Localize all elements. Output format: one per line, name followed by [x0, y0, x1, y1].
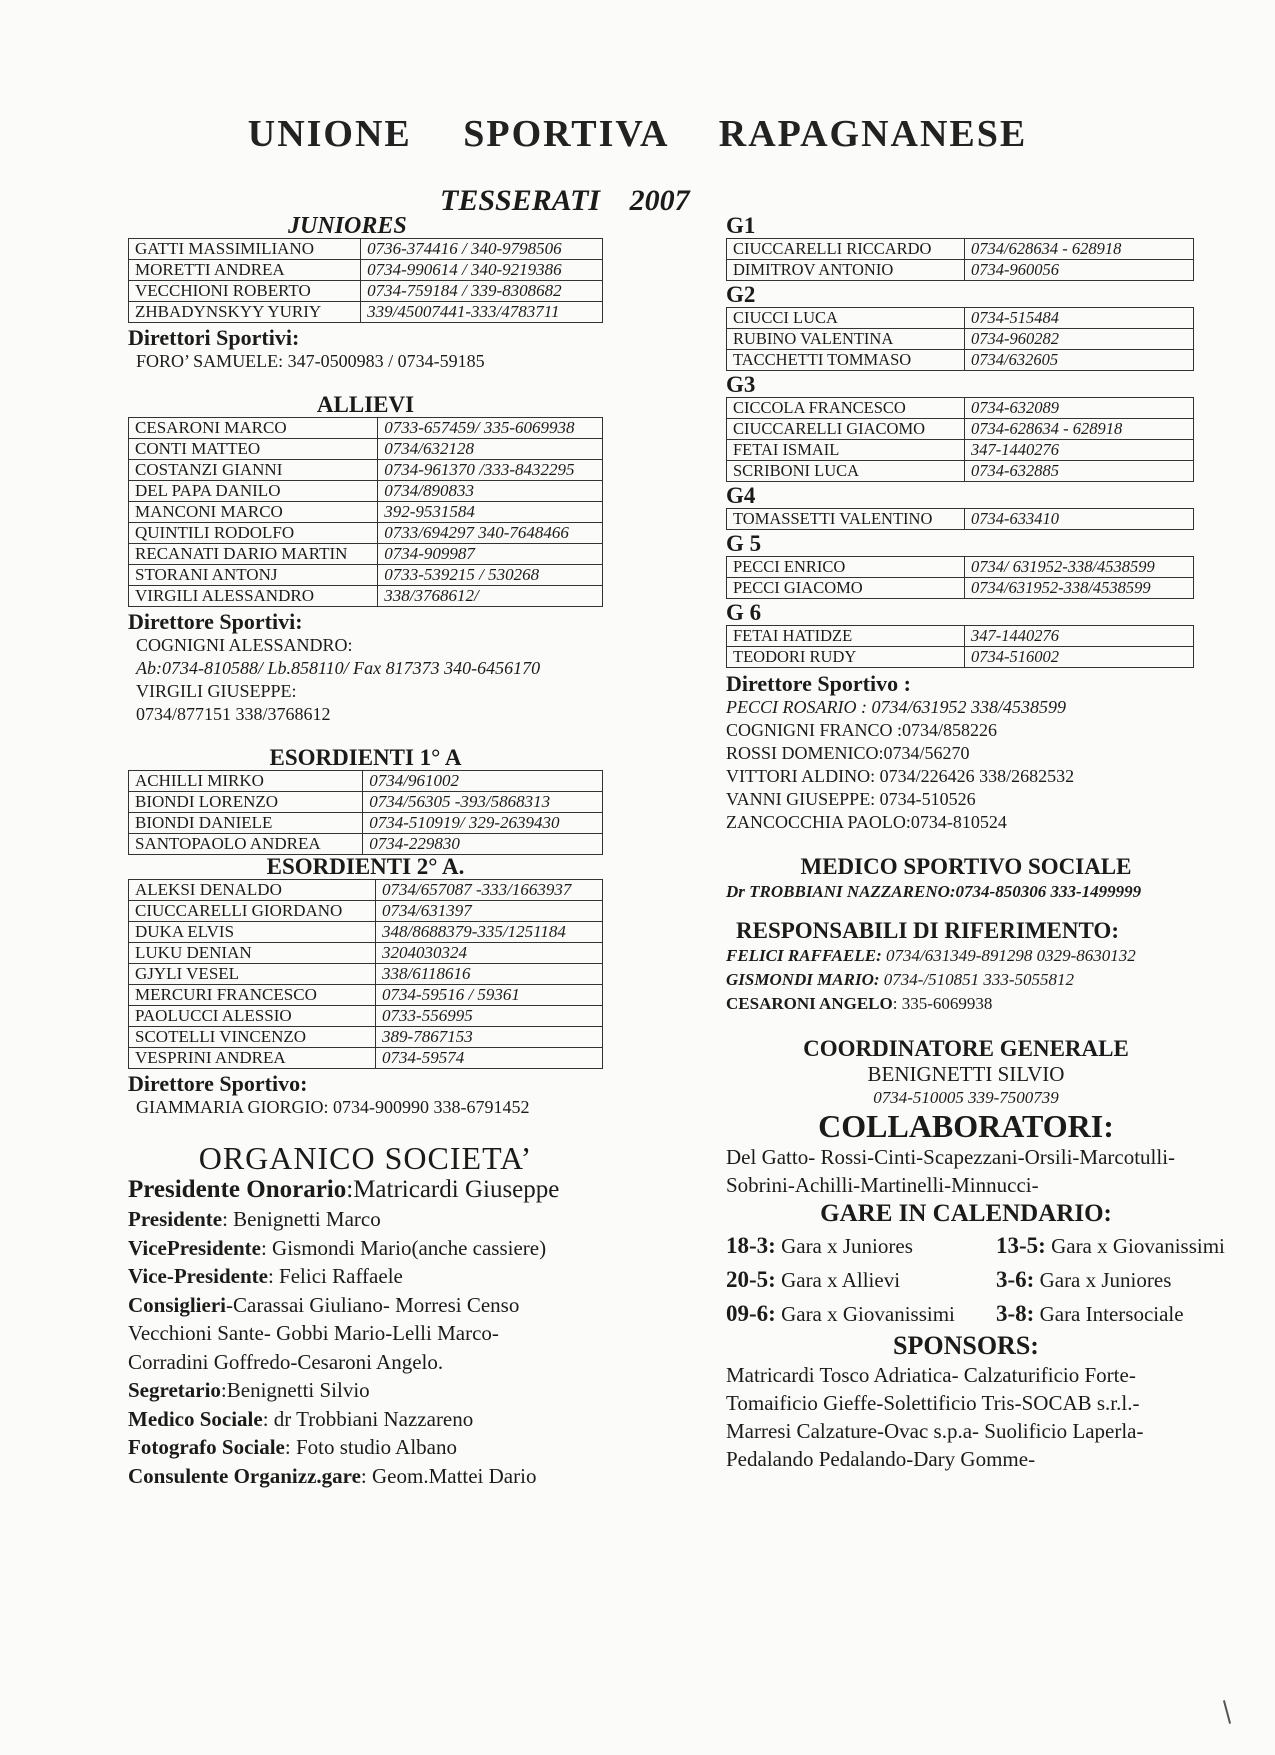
player-name: VESPRINI ANDREA	[129, 1048, 376, 1069]
gara-date: 3-6:	[996, 1267, 1035, 1292]
table-row	[129, 523, 603, 544]
player-name: CIUCCARELLI GIORDANO	[129, 901, 376, 922]
player-phone: 392-9531584	[378, 502, 603, 523]
allievi-director-label: Direttore Sportivi:	[128, 609, 303, 634]
player-phone: 0733-539215 / 530268	[378, 565, 603, 586]
scan-mark	[1223, 1700, 1231, 1724]
player-phone: 0734/631952-338/4538599	[965, 578, 1194, 599]
table-row	[129, 985, 603, 1006]
player-name: GATTI MASSIMILIANO	[129, 239, 361, 260]
right-director-line-4: VITTORI ALDINO: 0734/226426 338/2682532	[726, 766, 1075, 786]
responsabile-1: FELICI RAFFAELE: 0734/631349-891298 0329-8630132	[726, 946, 1136, 965]
player-name: VIRGILI ALESSANDRO	[129, 586, 378, 607]
player-phone: 0734-515484	[965, 308, 1194, 329]
player-name: MORETTI ANDREA	[129, 260, 361, 281]
player-name: STORANI ANTONJ	[129, 565, 378, 586]
right-column	[726, 213, 1225, 1473]
player-name: QUINTILI RODOLFO	[129, 523, 378, 544]
right-director-line-5: VANNI GIUSEPPE: 0734-510526	[726, 789, 976, 809]
player-name: ALEKSI DENALDO	[129, 880, 376, 901]
player-phone: 0734-759184 / 339-8308682	[361, 281, 603, 302]
gara-desc: Gara x Juniores	[1034, 1268, 1172, 1292]
table-row	[129, 1027, 603, 1048]
coordinatore-title: COORDINATORE GENERALE	[803, 1036, 1129, 1061]
group-table	[726, 307, 1194, 371]
player-phone: 0734/ 631952-338/4538599	[965, 557, 1194, 578]
player-name: ACHILLI MIRKO	[129, 771, 363, 792]
table-row	[727, 419, 1194, 440]
table-row	[727, 557, 1194, 578]
player-name: LUKU DENIAN	[129, 943, 376, 964]
group-title: G3	[726, 372, 756, 397]
coordinatore-name: BENIGNETTI SILVIO	[867, 1062, 1065, 1086]
player-phone: 0734/56305 -393/5868313	[363, 792, 603, 813]
organico-title: ORGANICO SOCIETA’	[198, 1140, 533, 1176]
table-row	[129, 460, 603, 481]
right-director-label: Direttore Sportivo :	[726, 671, 911, 696]
table-row	[727, 239, 1194, 260]
table-row	[727, 260, 1194, 281]
table-row	[129, 1006, 603, 1027]
right-director-line-3: ROSSI DOMENICO:0734/56270	[726, 743, 970, 763]
player-phone: 0734/632128	[378, 439, 603, 460]
right-director-line-1: PECCI ROSARIO : 0734/631952 338/4538599	[726, 697, 1066, 717]
medico-sociale: Medico Sociale: dr Trobbiani Nazzareno	[128, 1406, 474, 1431]
gara-desc: Gara x Allievi	[775, 1268, 901, 1292]
player-name: ZHBADYNSKYY YURIY	[129, 302, 361, 323]
table-row	[129, 502, 603, 523]
player-phone: 0734-59516 / 59361	[376, 985, 603, 1006]
table-row	[727, 329, 1194, 350]
table-row	[129, 302, 603, 323]
player-phone: 0734-510919/ 329-2639430	[363, 813, 603, 834]
table-row	[727, 578, 1194, 599]
consiglieri: Consiglieri-Carassai Giuliano- Morresi Censo	[128, 1292, 520, 1317]
player-name: SANTOPAOLO ANDREA	[129, 834, 363, 855]
text-line: Tomaificio Gieffe-Solettificio Tris-SOCAB s.r.l.-	[726, 1391, 1140, 1415]
table-row	[129, 880, 603, 901]
esordienti2-table	[128, 879, 603, 1069]
collaboratori-title: COLLABORATORI:	[818, 1108, 1114, 1144]
gara-item	[726, 1229, 996, 1263]
presidente: Presidente: Benignetti Marco	[128, 1207, 381, 1231]
gara-date: 09-6:	[726, 1301, 776, 1326]
table-row	[727, 647, 1194, 668]
player-phone: 339/45007441-333/4783711	[361, 302, 603, 323]
gara-date: 18-3:	[726, 1233, 776, 1258]
responsabili-title: RESPONSABILI DI RIFERIMENTO:	[736, 918, 1119, 943]
medico-line: Dr TROBBIANI NAZZARENO:0734-850306 333-1499999	[726, 882, 1142, 901]
sponsors-title: SPONSORS:	[893, 1331, 1039, 1360]
juniores-director-lines	[128, 350, 648, 373]
right-director-line-6: ZANCOCCHIA PAOLO:0734-810524	[726, 812, 1007, 832]
player-phone: 0734-516002	[965, 647, 1194, 668]
table-row	[129, 586, 603, 607]
gara-item	[996, 1297, 1236, 1331]
sponsors-lines	[726, 1361, 1206, 1473]
player-name: CICCOLA FRANCESCO	[727, 398, 965, 419]
player-phone: 0734-628634 - 628918	[965, 419, 1194, 440]
table-row	[727, 440, 1194, 461]
player-phone: 3204030324	[376, 943, 603, 964]
text-line: GIAMMARIA GIORGIO: 0734-900990 338-6791452	[136, 1097, 530, 1117]
esordienti2-title: ESORDIENTI 2° A.	[266, 854, 465, 879]
player-phone: 0733-657459/ 335-6069938	[378, 418, 603, 439]
table-row	[727, 509, 1194, 530]
player-phone: 0734/631397	[376, 901, 603, 922]
table-row	[129, 922, 603, 943]
gara-date: 20-5:	[726, 1267, 776, 1292]
player-name: PAOLUCCI ALESSIO	[129, 1006, 376, 1027]
allievi-table	[128, 417, 603, 607]
player-name: COSTANZI GIANNI	[129, 460, 378, 481]
group-table	[726, 625, 1194, 668]
medico-title: MEDICO SPORTIVO SOCIALE	[800, 854, 1132, 879]
left-column	[128, 214, 648, 1490]
player-name: PECCI GIACOMO	[727, 578, 965, 599]
player-name: BIONDI DANIELE	[129, 813, 363, 834]
table-row	[129, 901, 603, 922]
player-name: CONTI MATTEO	[129, 439, 378, 460]
gara-desc: Gara x Juniores	[775, 1234, 913, 1258]
vice-presidente-1: VicePresidente: Gismondi Mario(anche cassiere)	[128, 1235, 547, 1260]
gara-desc: Gara x Giovanissimi	[775, 1302, 955, 1326]
group-table	[726, 556, 1194, 599]
gara-date: 13-5:	[996, 1233, 1046, 1258]
player-name: CIUCCI LUCA	[727, 308, 965, 329]
table-row	[727, 350, 1194, 371]
table-row	[727, 308, 1194, 329]
juniores-title: JUNIORES	[288, 213, 407, 239]
page-subtitle: TESSERATI 2007	[440, 184, 690, 217]
group-title: G 5	[726, 531, 762, 556]
table-row	[727, 626, 1194, 647]
groups-container	[726, 214, 1206, 668]
table-row	[727, 398, 1194, 419]
player-phone: 338/6118616	[376, 964, 603, 985]
esordienti2-director-label: Direttore Sportivo:	[128, 1071, 308, 1096]
allievi-director-line-2: Ab:0734-810588/ Lb.858110/ Fax 817373 340-6456170	[136, 658, 541, 678]
group-title: G4	[726, 483, 756, 508]
group-title: G 6	[726, 600, 762, 625]
responsabile-3: CESARONI ANGELO: 335-6069938	[726, 994, 993, 1013]
table-row	[129, 1048, 603, 1069]
player-phone: 0734-909987	[378, 544, 603, 565]
consiglieri-line-2: Vecchioni Sante- Gobbi Mario-Lelli Marco-	[128, 1321, 499, 1345]
player-phone: 0734/632605	[965, 350, 1194, 371]
player-name: TOMASSETTI VALENTINO	[727, 509, 965, 530]
right-director-line-2: COGNIGNI FRANCO :0734/858226	[726, 720, 998, 740]
player-name: SCRIBONI LUCA	[727, 461, 965, 482]
player-name: DEL PAPA DANILO	[129, 481, 378, 502]
table-row	[129, 834, 603, 855]
player-phone: 0733/694297 340-7648466	[378, 523, 603, 544]
coordinatore-phone: 0734-510005 339-7500739	[873, 1088, 1059, 1107]
player-name: GJYLI VESEL	[129, 964, 376, 985]
page-title: UNIONE SPORTIVA RAPAGNANESE	[247, 113, 1028, 155]
table-row	[129, 439, 603, 460]
consiglieri-line-3: Corradini Goffredo-Cesaroni Angelo.	[128, 1349, 444, 1374]
table-row	[129, 771, 603, 792]
table-row	[129, 544, 603, 565]
player-name: RECANATI DARIO MARTIN	[129, 544, 378, 565]
player-name: DIMITROV ANTONIO	[727, 260, 965, 281]
player-name: RUBINO VALENTINA	[727, 329, 965, 350]
player-phone: 0736-374416 / 340-9798506	[361, 239, 603, 260]
player-phone: 0734-633410	[965, 509, 1194, 530]
table-row	[129, 565, 603, 586]
table-row	[129, 239, 603, 260]
esordienti2-director-lines	[128, 1096, 648, 1119]
player-name: CIUCCARELLI GIACOMO	[727, 419, 965, 440]
player-name: PECCI ENRICO	[727, 557, 965, 578]
player-phone: 347-1440276	[965, 626, 1194, 647]
esordienti1-title: ESORDIENTI 1° A	[269, 745, 462, 770]
player-phone: 0734/657087 -333/1663937	[376, 880, 603, 901]
juniores-director-label: Direttori Sportivi:	[128, 325, 300, 350]
collaboratori-line-1: Del Gatto- Rossi-Cinti-Scapezzani-Orsili-Marcotulli-	[726, 1145, 1176, 1169]
table-row	[129, 943, 603, 964]
gara-item	[726, 1263, 996, 1297]
juniores-table	[128, 238, 603, 323]
player-phone: 0734-632089	[965, 398, 1194, 419]
responsabile-2: GISMONDI MARIO: 0734-/510851 333-5055812	[726, 970, 1075, 989]
player-name: VECCHIONI ROBERTO	[129, 281, 361, 302]
text-line: FORO’ SAMUELE: 347-0500983 / 0734-59185	[136, 351, 485, 371]
table-row	[727, 461, 1194, 482]
player-phone: 0734/628634 - 628918	[965, 239, 1194, 260]
allievi-director-line-1: COGNIGNI ALESSANDRO:	[136, 635, 353, 655]
player-phone: 0734-990614 / 340-9219386	[361, 260, 603, 281]
player-name: TEODORI RUDY	[727, 647, 965, 668]
table-row	[129, 481, 603, 502]
presidente-onorario: Presidente Onorario:Matricardi Giuseppe	[128, 1176, 560, 1203]
player-phone: 347-1440276	[965, 440, 1194, 461]
table-row	[129, 964, 603, 985]
segretario: Segretario:Benignetti Silvio	[128, 1378, 370, 1402]
gara-desc: Gara Intersociale	[1034, 1302, 1184, 1326]
table-row	[129, 281, 603, 302]
player-name: MANCONI MARCO	[129, 502, 378, 523]
allievi-director-line-3: VIRGILI GIUSEPPE:	[136, 681, 297, 701]
esordienti1-table	[128, 770, 603, 855]
text-line: Marresi Calzature-Ovac s.p.a- Suolificio Laperla-	[726, 1419, 1144, 1443]
player-name: DUKA ELVIS	[129, 922, 376, 943]
group-title: G1	[726, 213, 756, 238]
player-name: SCOTELLI VINCENZO	[129, 1027, 376, 1048]
consulente: Consulente Organizz.gare: Geom.Mattei Dario	[128, 1463, 537, 1488]
gare-list	[726, 1229, 1225, 1331]
table-row	[129, 792, 603, 813]
player-phone: 0734-960282	[965, 329, 1194, 350]
text-line: Pedalando Pedalando-Dary Gomme-	[726, 1447, 1036, 1471]
player-phone: 0734-59574	[376, 1048, 603, 1069]
collaboratori-line-2: Sobrini-Achilli-Martinelli-Minnucci-	[726, 1173, 1039, 1197]
table-row	[129, 813, 603, 834]
group-table	[726, 238, 1194, 281]
gara-item	[726, 1297, 996, 1331]
player-phone: 0733-556995	[376, 1006, 603, 1027]
player-phone: 348/8688379-335/1251184	[376, 922, 603, 943]
group-table	[726, 508, 1194, 530]
gara-date: 3-8:	[996, 1301, 1035, 1326]
player-phone: 0734/890833	[378, 481, 603, 502]
allievi-director-line-4: 0734/877151 338/3768612	[136, 704, 331, 724]
player-phone: 389-7867153	[376, 1027, 603, 1048]
player-phone: 0734/961002	[363, 771, 603, 792]
gara-desc: Gara x Giovanissimi	[1045, 1234, 1225, 1258]
allievi-title: ALLIEVI	[316, 392, 415, 417]
player-name: TACCHETTI TOMMASO	[727, 350, 965, 371]
group-table	[726, 397, 1194, 482]
player-name: MERCURI FRANCESCO	[129, 985, 376, 1006]
player-name: BIONDI LORENZO	[129, 792, 363, 813]
gara-item	[996, 1263, 1236, 1297]
gara-item	[996, 1229, 1236, 1263]
text-line: Matricardi Tosco Adriatica- Calzaturificio Forte-	[726, 1363, 1136, 1387]
player-name: FETAI ISMAIL	[727, 440, 965, 461]
table-row	[129, 418, 603, 439]
player-name: CESARONI MARCO	[129, 418, 378, 439]
fotografo-sociale: Fotografo Sociale: Foto studio Albano	[128, 1435, 457, 1459]
player-name: FETAI HATIDZE	[727, 626, 965, 647]
table-row	[129, 260, 603, 281]
player-phone: 338/3768612/	[378, 586, 603, 607]
player-phone: 0734-961370 /333-8432295	[378, 460, 603, 481]
group-title: G2	[726, 282, 756, 307]
vice-presidente-2: Vice-Presidente: Felici Raffaele	[128, 1264, 403, 1288]
player-phone: 0734-960056	[965, 260, 1194, 281]
player-name: CIUCCARELLI RICCARDO	[727, 239, 965, 260]
gare-title: GARE IN CALENDARIO:	[820, 1200, 1112, 1227]
player-phone: 0734-229830	[363, 834, 603, 855]
player-phone: 0734-632885	[965, 461, 1194, 482]
